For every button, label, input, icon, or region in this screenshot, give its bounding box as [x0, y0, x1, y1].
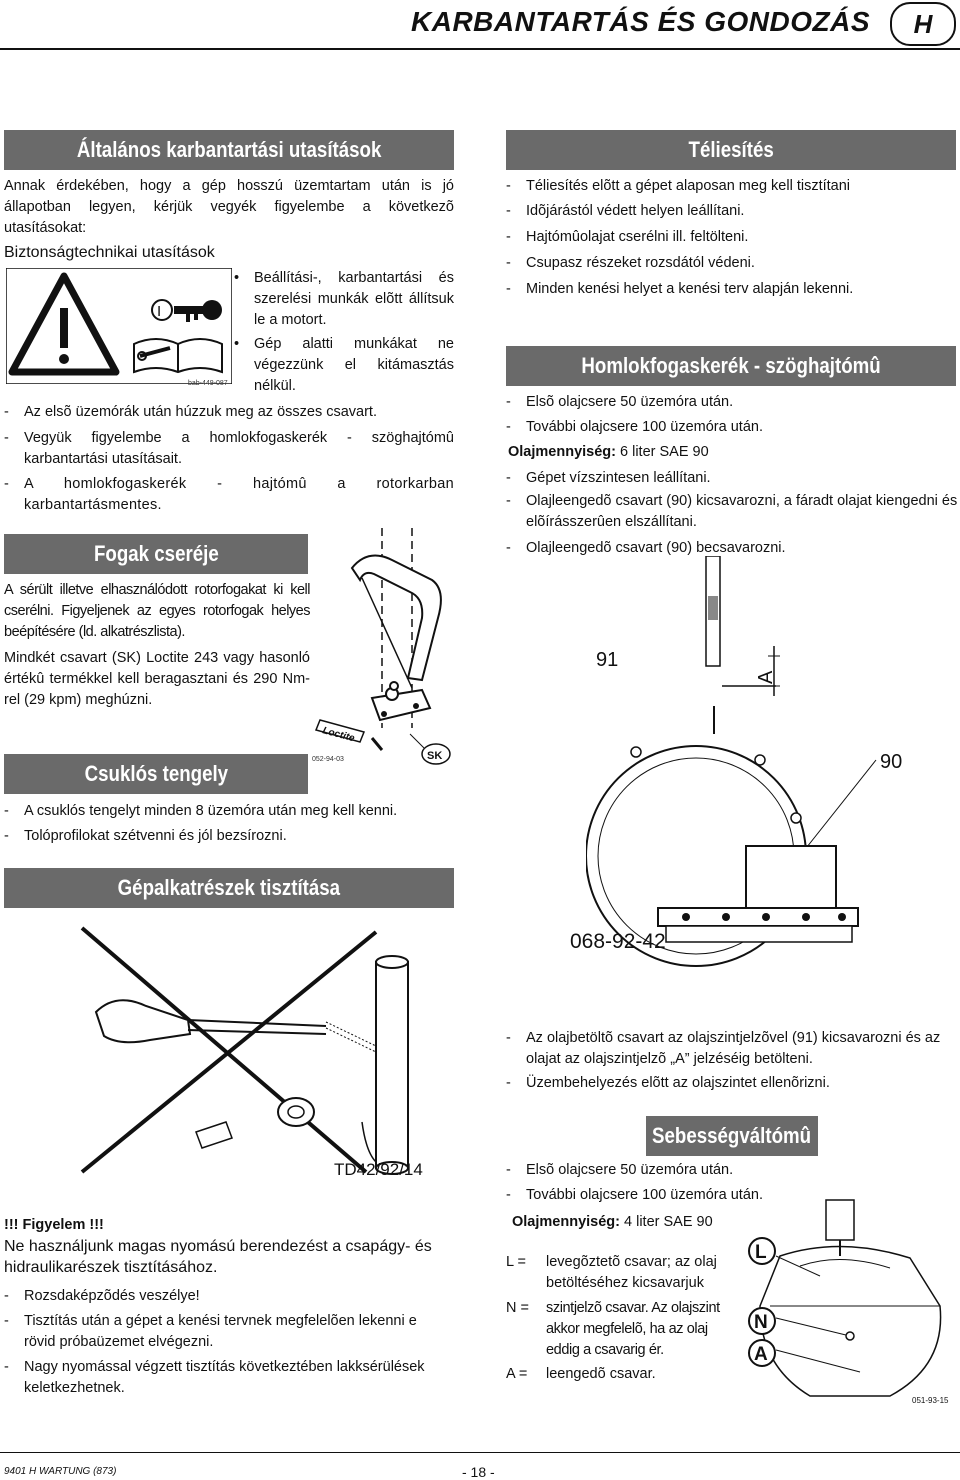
gearbox-diagram: [586, 556, 960, 972]
svg-text:A: A: [754, 1344, 768, 1365]
safety-heading: Biztonságtechnikai utasítások: [4, 244, 215, 261]
header-divider: [0, 48, 960, 50]
gearbox-image-code: 068-92-42: [570, 930, 666, 953]
teeth-heading: Fogak cseréje: [4, 534, 308, 574]
speed-image-code: 051-93-15: [912, 1396, 949, 1405]
svg-text:91: 91: [596, 649, 619, 671]
legend-text-a: leengedõ csavar.: [546, 1366, 656, 1382]
teeth-para-2: Mindkét csavart (SK) Loctite 243 vagy hasonló értékû termékkel kell beragasztani és 290 Nm-rel (29 kpm) meghúzni.: [4, 650, 310, 708]
manual-book-icon: [134, 339, 222, 372]
cleaning-item-3: - Nagy nyomással végzett tisztítás következtében lakksérülések keletkezhetnek.: [4, 1359, 425, 1396]
warning-title: !!! Figyelem !!!: [4, 1217, 104, 1233]
teeth-para-1: A sérült illetve elhasználódott rotorfogakat ki kell cserélni. Figyeljenek az egyes rotorfogak helyes beépítésére (ld. alkatrészlista).: [4, 582, 310, 640]
pressure-washer-image: [76, 922, 456, 1186]
gear-item-5: - Olajleengedõ csavart (90) becsavarozni.: [506, 540, 786, 556]
gear-fill-item-2: - Üzembehelyezés elõtt az olajszintet ellenõrizni.: [506, 1075, 830, 1091]
safety-bullet-1: • Beállítási-, karbantartási és szerelési munkák elõtt állítsuk le a motort.: [234, 270, 454, 328]
general-item-1: - Az elsõ üzemórák után húzzuk meg az összes csavart.: [4, 404, 377, 420]
svg-text:N: N: [754, 1312, 768, 1333]
safety-image-code: bab-449-087: [188, 380, 228, 387]
svg-text:I: I: [157, 303, 162, 320]
legend-text-n: szintjelzõ csavar. Az olajszint akkor megfelelõ, ha az olaj eddig a csavarig ér.: [546, 1300, 720, 1358]
speed-item-2: - További olajcsere 100 üzemóra után.: [506, 1187, 763, 1203]
washer-image-code: TD42/92/14: [334, 1160, 423, 1179]
rotor-tooth-image: [312, 528, 458, 768]
footer-divider: [0, 1452, 960, 1453]
winter-item-5: - Minden kenési helyet a kenési terv alapján lekenni.: [506, 281, 854, 297]
legend-key-n: N =: [506, 1300, 529, 1316]
winter-item-4: - Csupasz részeket rozsdától védeni.: [506, 255, 755, 271]
gear-item-4: - Olajleengedõ csavart (90) kicsavarozni, a fáradt olajat kiengedni és elõírásszerûen elszállítani.: [506, 493, 958, 530]
warning-text: Ne használjunk magas nyomású berendezést a csapágy- és hidraulikarészek tisztításához.: [4, 1238, 432, 1276]
cleaning-heading: Gépalkatrészek tisztítása: [4, 868, 454, 908]
gear-item-3: - Gépet vízszintesen leállítani.: [506, 470, 711, 486]
winter-item-2: - Idõjárástól védett helyen leállítani.: [506, 203, 745, 219]
cleaning-item-1: - Rozsdaképzõdés veszélye!: [4, 1288, 200, 1304]
legend-key-l: L =: [506, 1254, 527, 1270]
general-intro: Annak érdekében, hogy a gép hosszú üzemtartam után is jó állapotban legyen, kérjük vegyék figyelembe a következõ utasításokat:: [4, 178, 454, 236]
rotor-image-code: 052-94-03: [312, 756, 344, 763]
winter-item-1: - Téliesítés elõtt a gépet alaposan meg kell tisztítani: [506, 178, 851, 194]
speed-oil-quantity: Olajmennyiség: 4 liter SAE 90: [512, 1214, 713, 1230]
winter-item-3: - Hajtómûolajat cserélni ill. feltölteni.: [506, 229, 749, 245]
cleaning-item-2: - Tisztítás után a gépet a kenési tervnek megfelelõen lekenni e rövid próbaüzemet elvégezni.: [4, 1313, 417, 1350]
svg-text:SK: SK: [427, 750, 443, 762]
general-heading: Általános karbantartási utasítások: [4, 130, 454, 170]
gear-item-2: - További olajcsere 100 üzemóra után.: [506, 419, 763, 435]
shaft-heading: Csuklós tengely: [4, 754, 308, 794]
svg-text:90: 90: [880, 751, 903, 773]
shaft-item-2: - Tolóprofilokat szétvenni és jól bezsírozni.: [4, 828, 287, 844]
gear-oil-quantity: Olajmennyiség: 6 liter SAE 90: [508, 444, 709, 460]
general-item-3: - A homlokfogaskerék - hajtómû a rotorkarban karbantartásmentes.: [4, 476, 454, 513]
legend-key-a: A =: [506, 1366, 528, 1382]
svg-text:A: A: [755, 670, 777, 684]
legend-text-l: levegõztetõ csavar; az olaj betöltéséhez kicsavarjuk: [546, 1254, 717, 1291]
speed-heading: Sebességváltómû: [646, 1116, 818, 1156]
gear-heading: Homlokfogaskerék - szöghajtómû: [506, 346, 956, 386]
svg-text:Loctite: Loctite: [321, 725, 356, 745]
safety-warning-image: [6, 268, 232, 384]
speed-gearbox-diagram: [740, 1196, 956, 1406]
language-badge: H: [890, 2, 956, 46]
footer-doc-code: 9401 H WARTUNG (873): [4, 1466, 117, 1477]
general-item-2: - Vegyük figyelembe a homlokfogaskerék - szöghajtómû karbantartási utasításait.: [4, 430, 454, 467]
page-header-title: KARBANTARTÁS ÉS GONDOZÁS: [411, 6, 870, 37]
page-number: - 18 -: [462, 1464, 495, 1480]
gear-fill-item-1: - Az olajbetöltõ csavart az olajszintjelzõvel (91) kicsavarozni és az olajat az olajszintjelzõ „A” jelzéséig betölteni.: [506, 1030, 941, 1067]
safety-bullet-2: • Gép alatti munkákat ne végezzünk el kitámasztás nélkül.: [234, 336, 454, 394]
winter-heading: Téliesítés: [506, 130, 956, 170]
shaft-item-1: - A csuklós tengelyt minden 8 üzemóra után meg kell kenni.: [4, 803, 398, 819]
svg-text:L: L: [755, 1242, 767, 1263]
speed-item-1: - Elsõ olajcsere 50 üzemóra után.: [506, 1162, 734, 1178]
gear-item-1: - Elsõ olajcsere 50 üzemóra után.: [506, 394, 734, 410]
